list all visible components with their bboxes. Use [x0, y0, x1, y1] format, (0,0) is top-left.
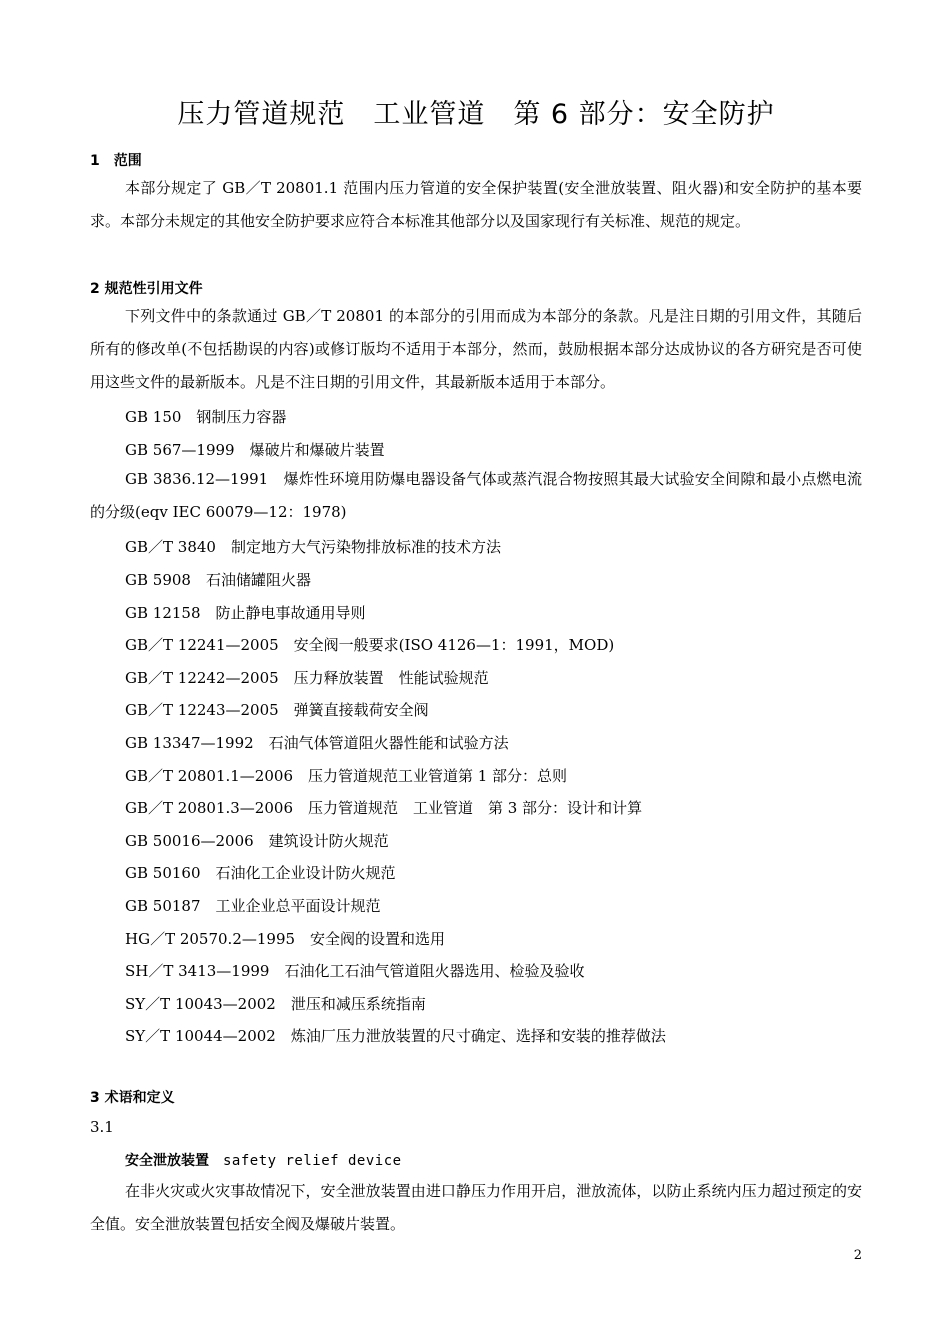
term-chinese: 安全泄放装置 [125, 1153, 209, 1169]
page-number: 2 [853, 1248, 862, 1263]
reference-item: GB 5908 石油储罐阻火器 [125, 571, 311, 589]
section-heading-normative-references: 2 规范性引用文件 [90, 281, 203, 297]
scope-text: 本部分规定了 GB／T 20801.1 范围内压力管道的安全保护装置(安全泄放装置、阻火器)和安全防护的基本要求。本部分未规定的其他安全防护要求应符合本标准其他部分以及国家现行有关标准、规范的规定。 [90, 179, 862, 230]
term-english: safety relief device [223, 1153, 402, 1169]
reference-item: HG／T 20570.2—1995 安全阀的设置和选用 [125, 930, 446, 948]
reference-item: GB／T 12242—2005 压力释放装置 性能试验规范 [125, 669, 489, 687]
scope-paragraph [90, 172, 862, 238]
reference-item: GB 12158 防止静电事故通用导则 [125, 604, 366, 622]
reference-item: GB 150 钢制压力容器 [125, 408, 287, 426]
term-definition-text: 在非火灾或火灾事故情况下，安全泄放装置由进口静压力作用开启，泄放流体，以防止系统内压力超过预定的安全值。安全泄放装置包括安全阀及爆破片装置。 [90, 1182, 862, 1233]
term-definition-paragraph [90, 1175, 862, 1241]
reference-item: GB／T 3840 制定地方大气污染物排放标准的技术方法 [125, 538, 501, 556]
reference-item: GB／T 20801.3—2006 压力管道规范 工业管道 第 3 部分：设计和计算 [125, 799, 643, 817]
reference-item: GB 50160 石油化工企业设计防火规范 [125, 864, 396, 882]
reference-item: GB 3836.12—1991 爆炸性环境用防爆电器设备气体或蒸汽混合物按照其最大试验安全间隙和最小点燃电流的分级(eqv IEC 60079—12：1978) [90, 470, 862, 521]
term-entry [125, 1150, 402, 1170]
reference-item: GB 567—1999 爆破片和爆破片装置 [125, 441, 385, 459]
reference-item: GB 13347—1992 石油气体管道阻火器性能和试验方法 [125, 734, 509, 752]
reference-item: GB／T 12243—2005 弹簧直接载荷安全阀 [125, 701, 429, 719]
clause-number: 3.1 [90, 1118, 114, 1136]
reference-item: GB 50016—2006 建筑设计防火规范 [125, 832, 389, 850]
reference-item: SH／T 3413—1999 石油化工石油气管道阻火器选用、检验及验收 [125, 962, 585, 980]
document-title: 压力管道规范 工业管道 第 6 部分：安全防护 [177, 99, 775, 130]
reference-item: GB 50187 工业企业总平面设计规范 [125, 897, 381, 915]
reference-item: GB／T 20801.1—2006 压力管道规范工业管道第 1 部分：总则 [125, 767, 568, 785]
references-intro-paragraph [90, 300, 862, 399]
reference-item: SY／T 10043—2002 泄压和减压系统指南 [125, 995, 426, 1013]
references-intro-text: 下列文件中的条款通过 GB／T 20801 的本部分的引用而成为本部分的条款。凡是注日期的引用文件，其随后所有的修改单(不包括勘误的内容)或修订版均不适用于本部分，然而，鼓励根据本部分达成协议的各方研究是否可使用这些文件的最新版本。凡是不注日期的引用文件，其最新版本适用于本部分。 [90, 307, 862, 391]
section-heading-scope: 1 范围 [90, 153, 142, 169]
document-page [90, 0, 862, 1344]
section-heading-terms-definitions: 3 术语和定义 [90, 1090, 175, 1106]
reference-item: SY／T 10044—2002 炼油厂压力泄放装置的尺寸确定、选择和安装的推荐做法 [125, 1027, 666, 1045]
reference-item: GB／T 12241—2005 安全阀一般要求(ISO 4126—1：1991，MOD) [125, 636, 615, 654]
